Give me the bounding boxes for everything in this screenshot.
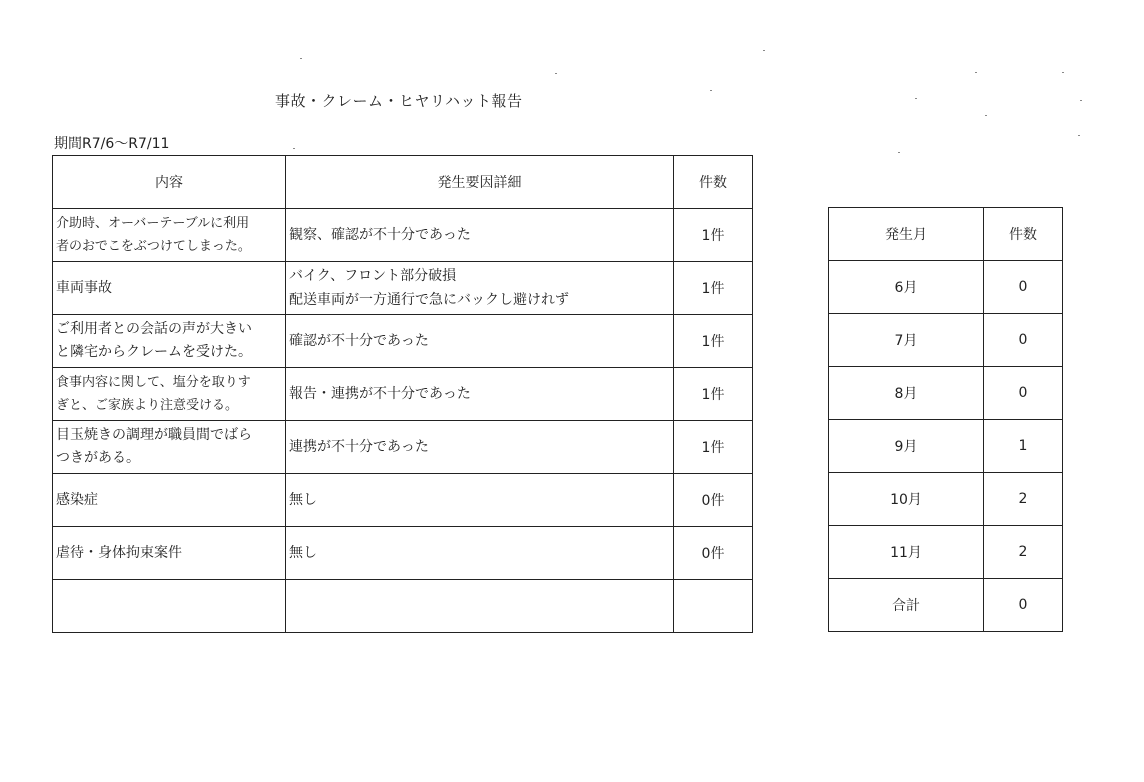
content-cell bbox=[53, 421, 286, 474]
scan-speck bbox=[710, 90, 712, 91]
content-line: 目玉焼きの調理が職員間でばら bbox=[56, 427, 252, 443]
cause-cell bbox=[286, 315, 674, 368]
month-cell: 11月 bbox=[829, 526, 984, 579]
count-cell: 0件 bbox=[674, 527, 753, 580]
content-line: 車両事故 bbox=[56, 279, 112, 296]
cause-cell bbox=[286, 262, 674, 315]
month-cell: 7月 bbox=[829, 314, 984, 367]
table-row bbox=[53, 368, 753, 421]
count-cell: 0件 bbox=[674, 474, 753, 527]
month-cell: 6月 bbox=[829, 261, 984, 314]
content-line: つきがある。 bbox=[56, 450, 140, 466]
cause-cell bbox=[286, 474, 674, 527]
scan-speck bbox=[898, 152, 900, 153]
scan-speck bbox=[985, 115, 987, 116]
cause-cell bbox=[286, 580, 674, 633]
incident-table bbox=[52, 155, 753, 633]
table-row bbox=[53, 474, 753, 527]
content-cell bbox=[53, 474, 286, 527]
monthly-table-header bbox=[829, 208, 1063, 261]
cause-line: 報告・連携が不十分であった bbox=[289, 386, 471, 402]
count-cell: 1件 bbox=[674, 421, 753, 474]
cause-line: 確認が不十分であった bbox=[289, 333, 429, 349]
count-cell: 1件 bbox=[674, 262, 753, 315]
scan-speck bbox=[293, 148, 295, 149]
total-label-cell: 合計 bbox=[829, 579, 984, 632]
cause-cell bbox=[286, 209, 674, 262]
content-cell bbox=[53, 527, 286, 580]
table-row bbox=[829, 367, 1063, 420]
cause-cell bbox=[286, 368, 674, 421]
scan-speck bbox=[555, 73, 557, 74]
content-line: ご利用者との会話の声が大きい bbox=[56, 321, 252, 337]
content-line: 介助時、オーバーテーブルに利用 bbox=[56, 216, 250, 231]
content-line: 虐待・身体拘束案件 bbox=[56, 544, 182, 561]
header-month: 発生月 bbox=[829, 208, 984, 261]
table-row bbox=[829, 420, 1063, 473]
scan-speck bbox=[1080, 100, 1082, 101]
cause-line: 無し bbox=[289, 492, 317, 508]
cause-line: バイク、フロント部分破損 bbox=[289, 268, 457, 284]
table-row bbox=[53, 527, 753, 580]
month-count-cell: 2 bbox=[984, 473, 1063, 526]
month-cell: 10月 bbox=[829, 473, 984, 526]
total-count-cell: 0 bbox=[984, 579, 1063, 632]
month-count-cell: 2 bbox=[984, 526, 1063, 579]
table-row bbox=[829, 526, 1063, 579]
scan-speck bbox=[300, 58, 302, 59]
content-cell bbox=[53, 209, 286, 262]
scan-speck bbox=[1078, 135, 1080, 136]
cause-line: 無し bbox=[289, 545, 317, 561]
content-cell bbox=[53, 262, 286, 315]
count-cell bbox=[674, 580, 753, 633]
scan-speck bbox=[1062, 72, 1064, 73]
header-cause: 発生要因詳細 bbox=[286, 156, 674, 209]
scan-speck bbox=[915, 98, 917, 99]
monthly-summary-table bbox=[828, 207, 1063, 632]
content-line: 感染症 bbox=[56, 491, 98, 508]
cause-line: 観察、確認が不十分であった bbox=[289, 227, 471, 243]
month-count-cell: 0 bbox=[984, 367, 1063, 420]
scan-speck bbox=[763, 50, 765, 51]
incident-table-header bbox=[53, 156, 753, 209]
table-row bbox=[53, 209, 753, 262]
scan-speck bbox=[975, 72, 977, 73]
month-count-cell: 0 bbox=[984, 261, 1063, 314]
content-cell bbox=[53, 368, 286, 421]
total-row bbox=[829, 579, 1063, 632]
month-count-cell: 1 bbox=[984, 420, 1063, 473]
table-row bbox=[829, 261, 1063, 314]
count-cell: 1件 bbox=[674, 209, 753, 262]
header-content: 内容 bbox=[53, 156, 286, 209]
table-row bbox=[53, 421, 753, 474]
table-row bbox=[53, 262, 753, 315]
report-period: 期間R7/6～R7/11 bbox=[54, 136, 170, 152]
content-cell bbox=[53, 580, 286, 633]
table-row bbox=[53, 315, 753, 368]
content-line: ぎと、ご家族より注意受ける。 bbox=[56, 398, 239, 413]
content-line: 者のおでこをぶつけてしまった。 bbox=[56, 239, 251, 254]
month-cell: 9月 bbox=[829, 420, 984, 473]
month-count-cell: 0 bbox=[984, 314, 1063, 367]
table-row bbox=[53, 580, 753, 633]
content-line: と隣宅からクレームを受けた。 bbox=[56, 344, 252, 360]
table-row bbox=[829, 314, 1063, 367]
cause-cell bbox=[286, 421, 674, 474]
cause-line: 連携が不十分であった bbox=[289, 439, 429, 455]
cause-cell bbox=[286, 527, 674, 580]
count-cell: 1件 bbox=[674, 368, 753, 421]
header-count: 件数 bbox=[674, 156, 753, 209]
document-title: 事故・クレーム・ヒヤリハット報告 bbox=[275, 92, 523, 110]
table-row bbox=[829, 473, 1063, 526]
content-cell bbox=[53, 315, 286, 368]
header-month-count: 件数 bbox=[984, 208, 1063, 261]
count-cell: 1件 bbox=[674, 315, 753, 368]
content-line: 食事内容に関して、塩分を取りす bbox=[56, 375, 251, 390]
month-cell: 8月 bbox=[829, 367, 984, 420]
cause-line: 配送車両が一方通行で急にバックし避けれず bbox=[289, 292, 569, 308]
